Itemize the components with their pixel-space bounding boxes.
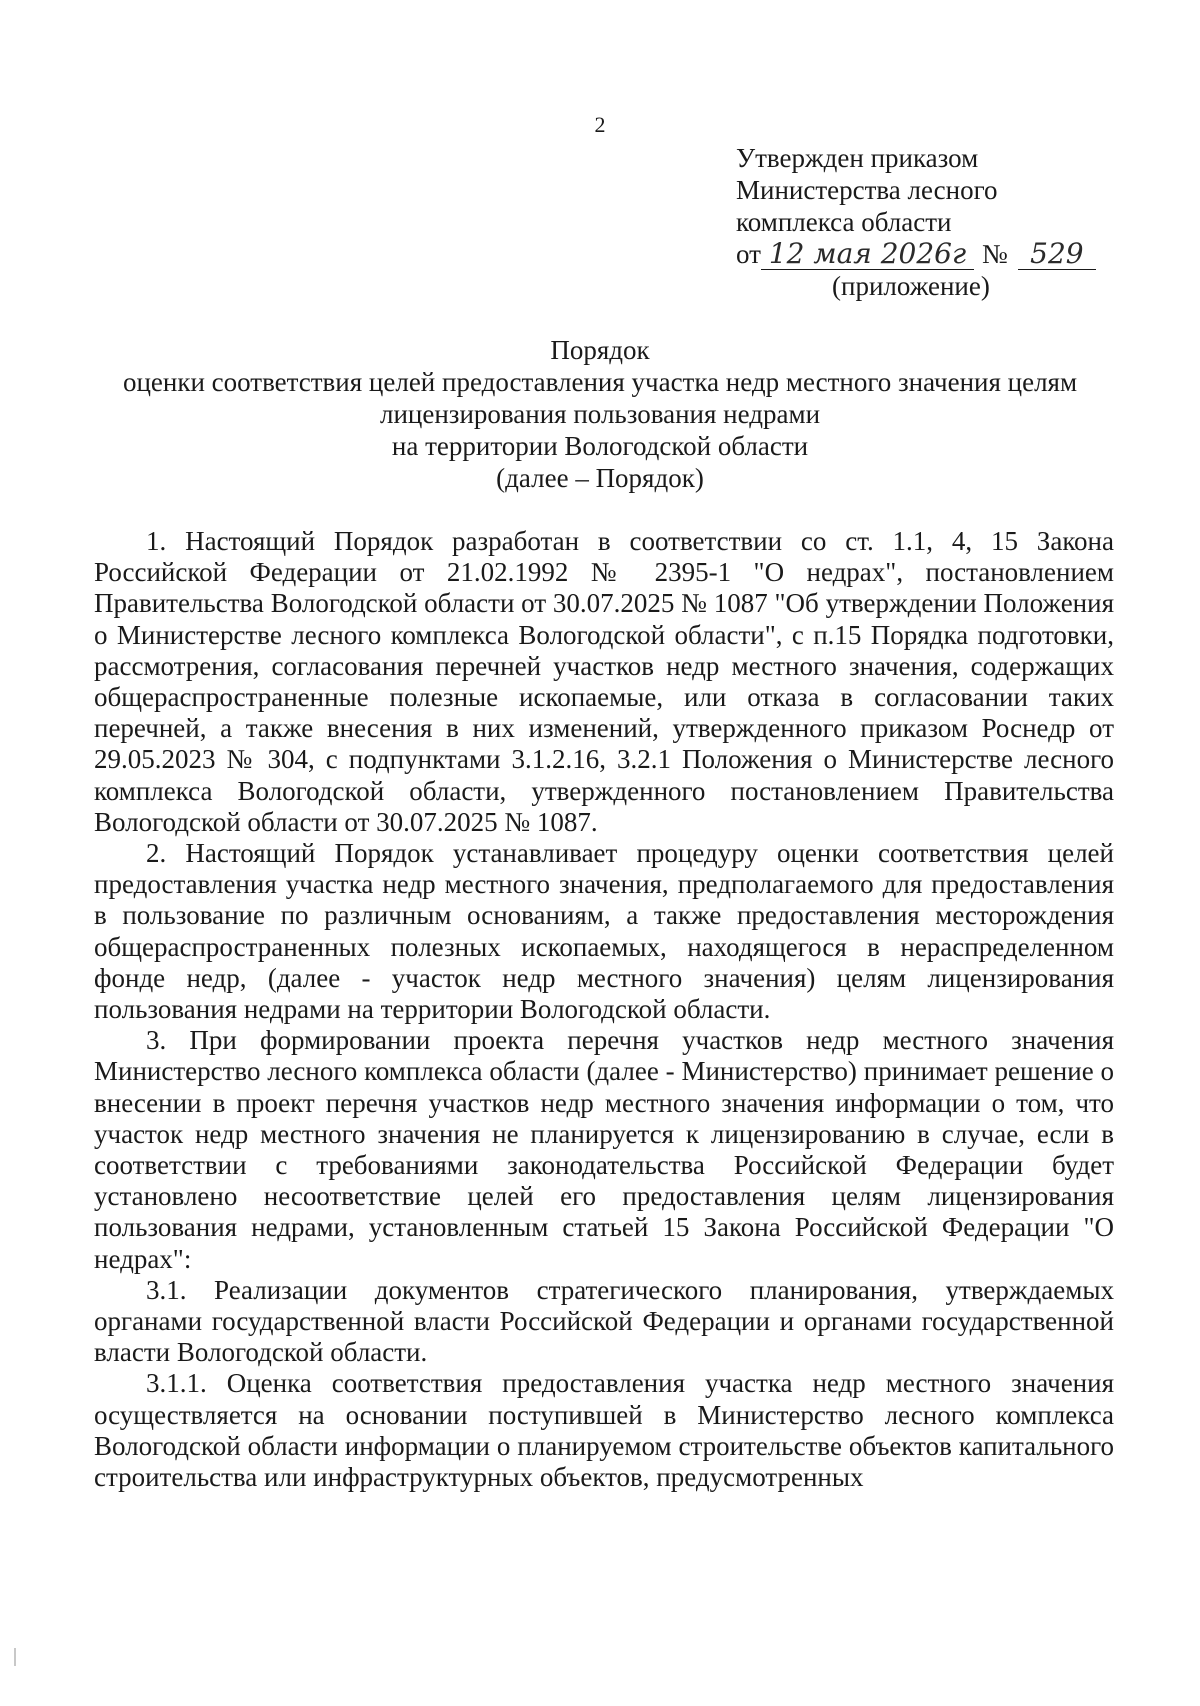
paragraph-3: 3. При формировании проекта перечня участков недр местного значения Министерство лесного комплекса области (далее - Министерство) принимает решение о внесении в проект перечня участков недр местного значения информации о том, что участок недр местного значения не планируется к лицензированию в случае, если в соответствии с требованиями законодательства Российской Федерации будет установлено несоответствие целей его предоставления целям лицензирования пользования недрами, установленным статьей 15 Закона Российской Федерации "О недрах": — [94, 1025, 1114, 1274]
handwritten-number: 529 — [1018, 239, 1096, 270]
page-number: 2 — [594, 112, 606, 137]
paragraph-3-1: 3.1. Реализации документов стратегического планирования, утверждаемых органами государственной власти Российской Федерации и органами государственной власти Вологодской области. — [94, 1274, 1114, 1368]
approval-line-3: комплекса области — [736, 207, 952, 237]
paragraph-2: 2. Настоящий Порядок устанавливает процедуру оценки соответствия целей предоставления участка недр местного значения, предполагаемого для предоставления в пользование по различным основаниям, а также предоставления месторождения общераспространенных полезных ископаемых, находящегося в нераспределенном фонде недр, (далее - участок недр местного значения) целям лицензирования пользования недрами на территории Вологодской области. — [94, 838, 1114, 1025]
number-label: № — [982, 239, 1008, 269]
title-line-2: оценки соответствия целей предоставления участка недр местного значения целям — [122, 367, 1078, 397]
title-line-3: лицензирования пользования недрами — [379, 399, 821, 429]
title-line-5: (далее – Порядок) — [496, 463, 704, 493]
document-title — [60, 334, 1140, 494]
approval-line-2: Министерства лесного — [736, 175, 998, 205]
handwritten-date: 12 мая 2026г — [761, 239, 974, 270]
approval-block — [736, 142, 1096, 302]
document-body — [94, 526, 1114, 1493]
title-line-4: на территории Вологодской области — [391, 431, 809, 461]
approval-line-1: Утвержден приказом — [736, 143, 979, 173]
date-prefix: от — [736, 239, 761, 269]
title-line-1: Порядок — [550, 335, 650, 365]
scan-margin-mark — [14, 1648, 16, 1666]
approval-note: (приложение) — [832, 271, 990, 301]
paragraph-1: 1. Настоящий Порядок разработан в соответствии со ст. 1.1, 4, 15 Закона Российской Федерации от 21.02.1992 № 2395-1 "О недрах", постановлением Правительства Вологодской области от 30.07.2025 № 1087 "Об утверждении Положения о Министерстве лесного комплекса Вологодской области", с п.15 Порядка подготовки, рассмотрения, согласования перечней участков недр местного значения, содержащих общераспространенные полезные ископаемые, или отказа в согласовании таких перечней, а также внесения в них изменений, утвержденного приказом Роснедр от 29.05.2023 № 304, с подпунктами 3.1.2.16, 3.2.1 Положения о Министерстве лесного комплекса Вологодской области, утвержденного постановлением Правительства Вологодской области от 30.07.2025 № 1087. — [94, 526, 1114, 837]
paragraph-3-1-1: 3.1.1. Оценка соответствия предоставления участка недр местного значения осуществляется на основании поступившей в Министерство лесного комплекса Вологодской области информации о планируемом строительстве объектов капитального строительства или инфраструктурных объектов, предусмотренных — [94, 1368, 1114, 1493]
approval-date-line — [736, 238, 1096, 270]
